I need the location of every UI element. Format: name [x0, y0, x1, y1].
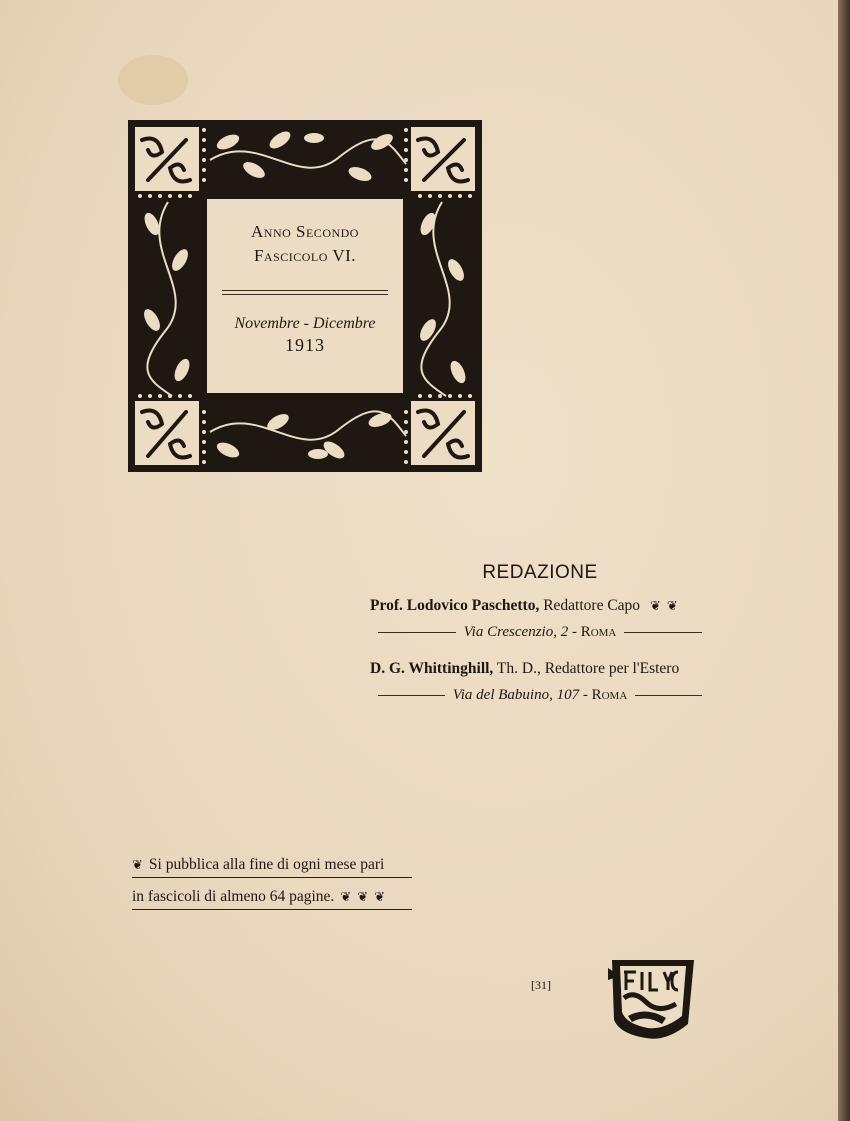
editor2-city: Roma — [591, 687, 628, 703]
editor2-address: Via del Babuino, 107 - Roma — [370, 687, 710, 704]
issue-months: Novembre - Dicembre — [234, 315, 376, 332]
flower-ornament-icon: ❦ — [374, 889, 386, 904]
flower-ornament-icon: ❦ — [340, 889, 352, 904]
address-rule-left — [378, 632, 456, 633]
publication-line1 — [132, 856, 412, 878]
issue-year: 1913 — [285, 335, 325, 355]
editor2-name: D. G. Whittinghill, — [370, 660, 494, 677]
publication-text2: in fascicoli di almeno 64 pagine. — [132, 888, 335, 905]
volume-label: Anno Secondo — [251, 222, 359, 241]
editor1-role: Redattore Capo — [543, 597, 641, 614]
double-rule — [222, 290, 388, 295]
book-spine-edge — [838, 0, 850, 1121]
address-rule-right — [635, 695, 702, 696]
address-rule-right — [624, 632, 702, 633]
page-number: [31] — [531, 978, 551, 992]
publication-line2 — [132, 888, 412, 910]
editor2-line — [370, 660, 715, 678]
masthead-box — [206, 198, 404, 394]
paper-stain — [118, 55, 188, 105]
publication-text1: Si pubblica alla fine di ogni mese pari — [148, 856, 385, 873]
editor1-city: Roma — [580, 624, 617, 640]
flower-ornament-icon: ❦ — [132, 857, 143, 872]
address-rule-left — [378, 695, 445, 696]
editor1-address: Via Crescenzio, 2 - Roma — [370, 624, 710, 641]
editor1-line — [370, 597, 715, 615]
redazione-heading: REDAZIONE — [482, 562, 598, 583]
flower-ornament-icon: ❦ — [666, 598, 678, 613]
editor1-name: Prof. Lodovico Paschetto, — [370, 597, 540, 614]
issue-label: Fascicolo VI. — [253, 246, 357, 265]
ornamental-frame — [128, 120, 482, 472]
flower-ornament-icon: ❦ — [649, 598, 661, 613]
publisher-emblem-icon — [606, 950, 698, 1042]
editor2-street: Via del Babuino, 107 — [452, 687, 580, 703]
editor2-role: Th. D., Redattore per l'Estero — [496, 660, 680, 677]
editor1-street: Via Crescenzio, 2 — [463, 624, 569, 640]
flower-ornament-icon: ❦ — [357, 889, 369, 904]
